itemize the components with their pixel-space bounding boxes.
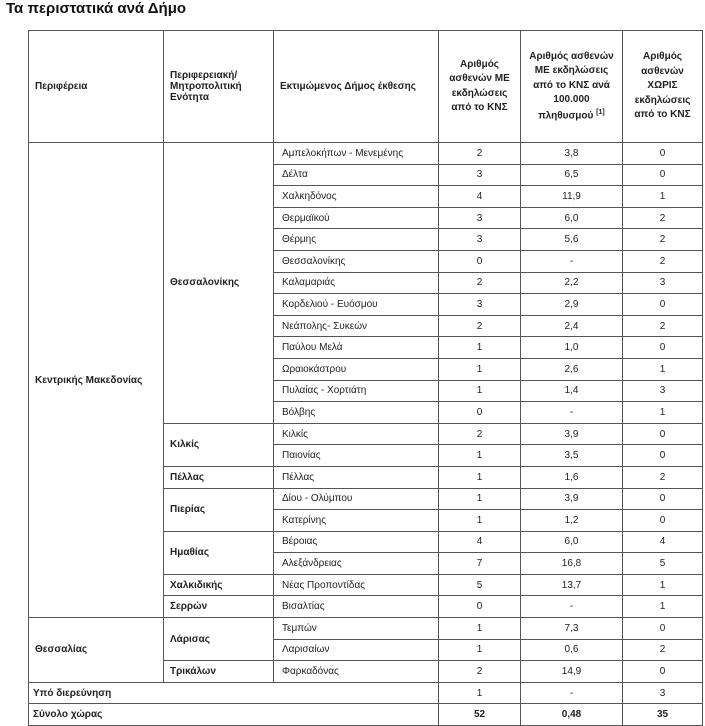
- municipality-cell: Θεσσαλονίκης: [274, 250, 439, 272]
- header-with-records: Αριθμός ασθενών ΜΕ εκδηλώσεις από το ΚΝΣ: [439, 31, 521, 143]
- per-100k-cell: 2,6: [521, 358, 623, 380]
- header-region: Περιφέρεια: [29, 31, 164, 143]
- without-records-cell: 0: [623, 618, 703, 640]
- without-records-cell: 0: [623, 143, 703, 165]
- with-records-cell: 1: [439, 466, 521, 488]
- with-records-cell: 7: [439, 553, 521, 575]
- municipality-cell: Αλεξάνδρειας: [274, 553, 439, 575]
- header-per-100k-text: Αριθμός ασθενών ΜΕ εκδηλώσεις από το ΚΝΣ ανά 100.000 πληθυσμού: [529, 50, 614, 121]
- municipality-cell: Βέροιας: [274, 531, 439, 553]
- without-records-cell: 5: [623, 553, 703, 575]
- with-records-cell: 1: [439, 618, 521, 640]
- with-records-cell: 2: [439, 661, 521, 683]
- municipality-cell: Φαρκαδόνας: [274, 661, 439, 683]
- per-100k-cell: 6,5: [521, 164, 623, 186]
- municipality-cell: Πυλαίας - Χορτιάτη: [274, 380, 439, 402]
- under-investigation-label: Υπό διερεύνηση: [29, 682, 439, 704]
- without-records-cell: 0: [623, 661, 703, 683]
- without-records-cell: 2: [623, 207, 703, 229]
- without-records-cell: 1: [623, 402, 703, 424]
- municipality-cell: Παιονίας: [274, 445, 439, 467]
- per-100k-cell: 7,3: [521, 618, 623, 640]
- unit-chalkidiki: Χαλκιδικής: [164, 574, 274, 596]
- region-central-macedonia: Κεντρικής Μακεδονίας: [29, 143, 164, 618]
- per-100k-cell: 1,2: [521, 510, 623, 532]
- municipality-cell: Πέλλας: [274, 466, 439, 488]
- with-records-cell: 3: [439, 294, 521, 316]
- table-header-row: [29, 31, 703, 143]
- without-records-cell: 2: [623, 639, 703, 661]
- header-per-100k-ref: [1]: [596, 108, 605, 116]
- total-without-records: 35: [623, 704, 703, 726]
- with-records-cell: 3: [439, 229, 521, 251]
- unit-larisa: Λάρισας: [164, 618, 274, 661]
- per-100k-cell: 3,8: [521, 143, 623, 165]
- without-records-cell: 1: [623, 186, 703, 208]
- without-records-cell: 3: [623, 272, 703, 294]
- header-municipality: Εκτιμώμενος Δήμος έκθεσης: [274, 31, 439, 143]
- without-records-cell: 2: [623, 315, 703, 337]
- with-records-cell: 0: [439, 402, 521, 424]
- with-records-cell: 0: [439, 596, 521, 618]
- with-records-cell: 1: [439, 358, 521, 380]
- municipality-cell: Τεμπών: [274, 618, 439, 640]
- municipality-cell: Χαλκηδόνος: [274, 186, 439, 208]
- table-row: [29, 143, 703, 165]
- with-records-cell: 2: [439, 272, 521, 294]
- municipality-cell: Παύλου Μελά: [274, 337, 439, 359]
- without-records-cell: 1: [623, 358, 703, 380]
- municipality-cell: Βισαλτίας: [274, 596, 439, 618]
- with-records-cell: 4: [439, 531, 521, 553]
- per-100k-cell: 6,0: [521, 531, 623, 553]
- per-100k-cell: -: [521, 250, 623, 272]
- municipality-cell: Θερμαϊκού: [274, 207, 439, 229]
- table-row: [29, 618, 703, 640]
- per-100k-cell: -: [521, 682, 623, 704]
- header-unit: Περιφερειακή/ Μητροπολιτική Ενότητα: [164, 31, 274, 143]
- municipality-cell: Νεάπολης- Συκεών: [274, 315, 439, 337]
- municipality-cell: Νέας Προποντίδας: [274, 574, 439, 596]
- with-records-cell: 4: [439, 186, 521, 208]
- header-per-100k: [521, 31, 623, 143]
- municipality-cell: Κορδελιού - Ευόσμου: [274, 294, 439, 316]
- with-records-cell: 5: [439, 574, 521, 596]
- per-100k-cell: 5,6: [521, 229, 623, 251]
- with-records-cell: 1: [439, 682, 521, 704]
- municipality-cell: Δίου - Ολύμπου: [274, 488, 439, 510]
- municipality-cell: Καλαμαριάς: [274, 272, 439, 294]
- unit-kilkis: Κιλκίς: [164, 423, 274, 466]
- per-100k-cell: 14,9: [521, 661, 623, 683]
- without-records-cell: 0: [623, 294, 703, 316]
- per-100k-cell: 3,5: [521, 445, 623, 467]
- per-100k-cell: 1,6: [521, 466, 623, 488]
- under-investigation-row: [29, 682, 703, 704]
- with-records-cell: 2: [439, 143, 521, 165]
- with-records-cell: 1: [439, 639, 521, 661]
- with-records-cell: 1: [439, 510, 521, 532]
- without-records-cell: 0: [623, 337, 703, 359]
- municipality-cell: Ωραιοκάστρου: [274, 358, 439, 380]
- per-100k-cell: 0,6: [521, 639, 623, 661]
- per-100k-cell: 6,0: [521, 207, 623, 229]
- total-label: Σύνολο χώρας: [29, 704, 439, 726]
- unit-pella: Πέλλας: [164, 466, 274, 488]
- per-100k-cell: 2,4: [521, 315, 623, 337]
- per-100k-cell: -: [521, 402, 623, 424]
- per-100k-cell: 3,9: [521, 423, 623, 445]
- municipality-cell: Κιλκίς: [274, 423, 439, 445]
- without-records-cell: 2: [623, 250, 703, 272]
- municipality-cell: Θέρμης: [274, 229, 439, 251]
- with-records-cell: 2: [439, 315, 521, 337]
- per-100k-cell: 1,0: [521, 337, 623, 359]
- unit-thessaloniki: Θεσσαλονίκης: [164, 143, 274, 424]
- per-100k-cell: 11,9: [521, 186, 623, 208]
- page-title: Τα περιστατικά ανά Δήμο: [6, 0, 187, 17]
- without-records-cell: 1: [623, 596, 703, 618]
- per-100k-cell: 2,2: [521, 272, 623, 294]
- without-records-cell: 3: [623, 380, 703, 402]
- without-records-cell: 0: [623, 510, 703, 532]
- municipality-cell: Δέλτα: [274, 164, 439, 186]
- per-100k-cell: 2,9: [521, 294, 623, 316]
- per-100k-cell: 3,9: [521, 488, 623, 510]
- municipality-cell: Λαρισαίων: [274, 639, 439, 661]
- without-records-cell: 1: [623, 574, 703, 596]
- with-records-cell: 1: [439, 380, 521, 402]
- total-row: [29, 704, 703, 726]
- cases-by-municipality-table: [28, 30, 703, 726]
- without-records-cell: 2: [623, 466, 703, 488]
- unit-trikala: Τρικάλων: [164, 661, 274, 683]
- with-records-cell: 1: [439, 445, 521, 467]
- with-records-cell: 3: [439, 164, 521, 186]
- region-thessaly: Θεσσαλίας: [29, 618, 164, 683]
- total-per-100k: 0,48: [521, 704, 623, 726]
- per-100k-cell: 1,4: [521, 380, 623, 402]
- per-100k-cell: 16,8: [521, 553, 623, 575]
- municipality-cell: Βόλβης: [274, 402, 439, 424]
- per-100k-cell: -: [521, 596, 623, 618]
- with-records-cell: 0: [439, 250, 521, 272]
- without-records-cell: 0: [623, 164, 703, 186]
- without-records-cell: 4: [623, 531, 703, 553]
- without-records-cell: 3: [623, 682, 703, 704]
- without-records-cell: 0: [623, 423, 703, 445]
- without-records-cell: 2: [623, 229, 703, 251]
- municipality-cell: Κατερίνης: [274, 510, 439, 532]
- per-100k-cell: 13,7: [521, 574, 623, 596]
- total-with-records: 52: [439, 704, 521, 726]
- with-records-cell: 3: [439, 207, 521, 229]
- with-records-cell: 1: [439, 488, 521, 510]
- without-records-cell: 0: [623, 488, 703, 510]
- with-records-cell: 1: [439, 337, 521, 359]
- header-without-records: Αριθμός ασθενών ΧΩΡΙΣ εκδηλώσεις από το ΚΝΣ: [623, 31, 703, 143]
- unit-serres: Σερρών: [164, 596, 274, 618]
- unit-pieria: Πιερίας: [164, 488, 274, 531]
- municipality-cell: Αμπελοκήπων - Μενεμένης: [274, 143, 439, 165]
- unit-imathia: Ημαθίας: [164, 531, 274, 574]
- with-records-cell: 2: [439, 423, 521, 445]
- without-records-cell: 0: [623, 445, 703, 467]
